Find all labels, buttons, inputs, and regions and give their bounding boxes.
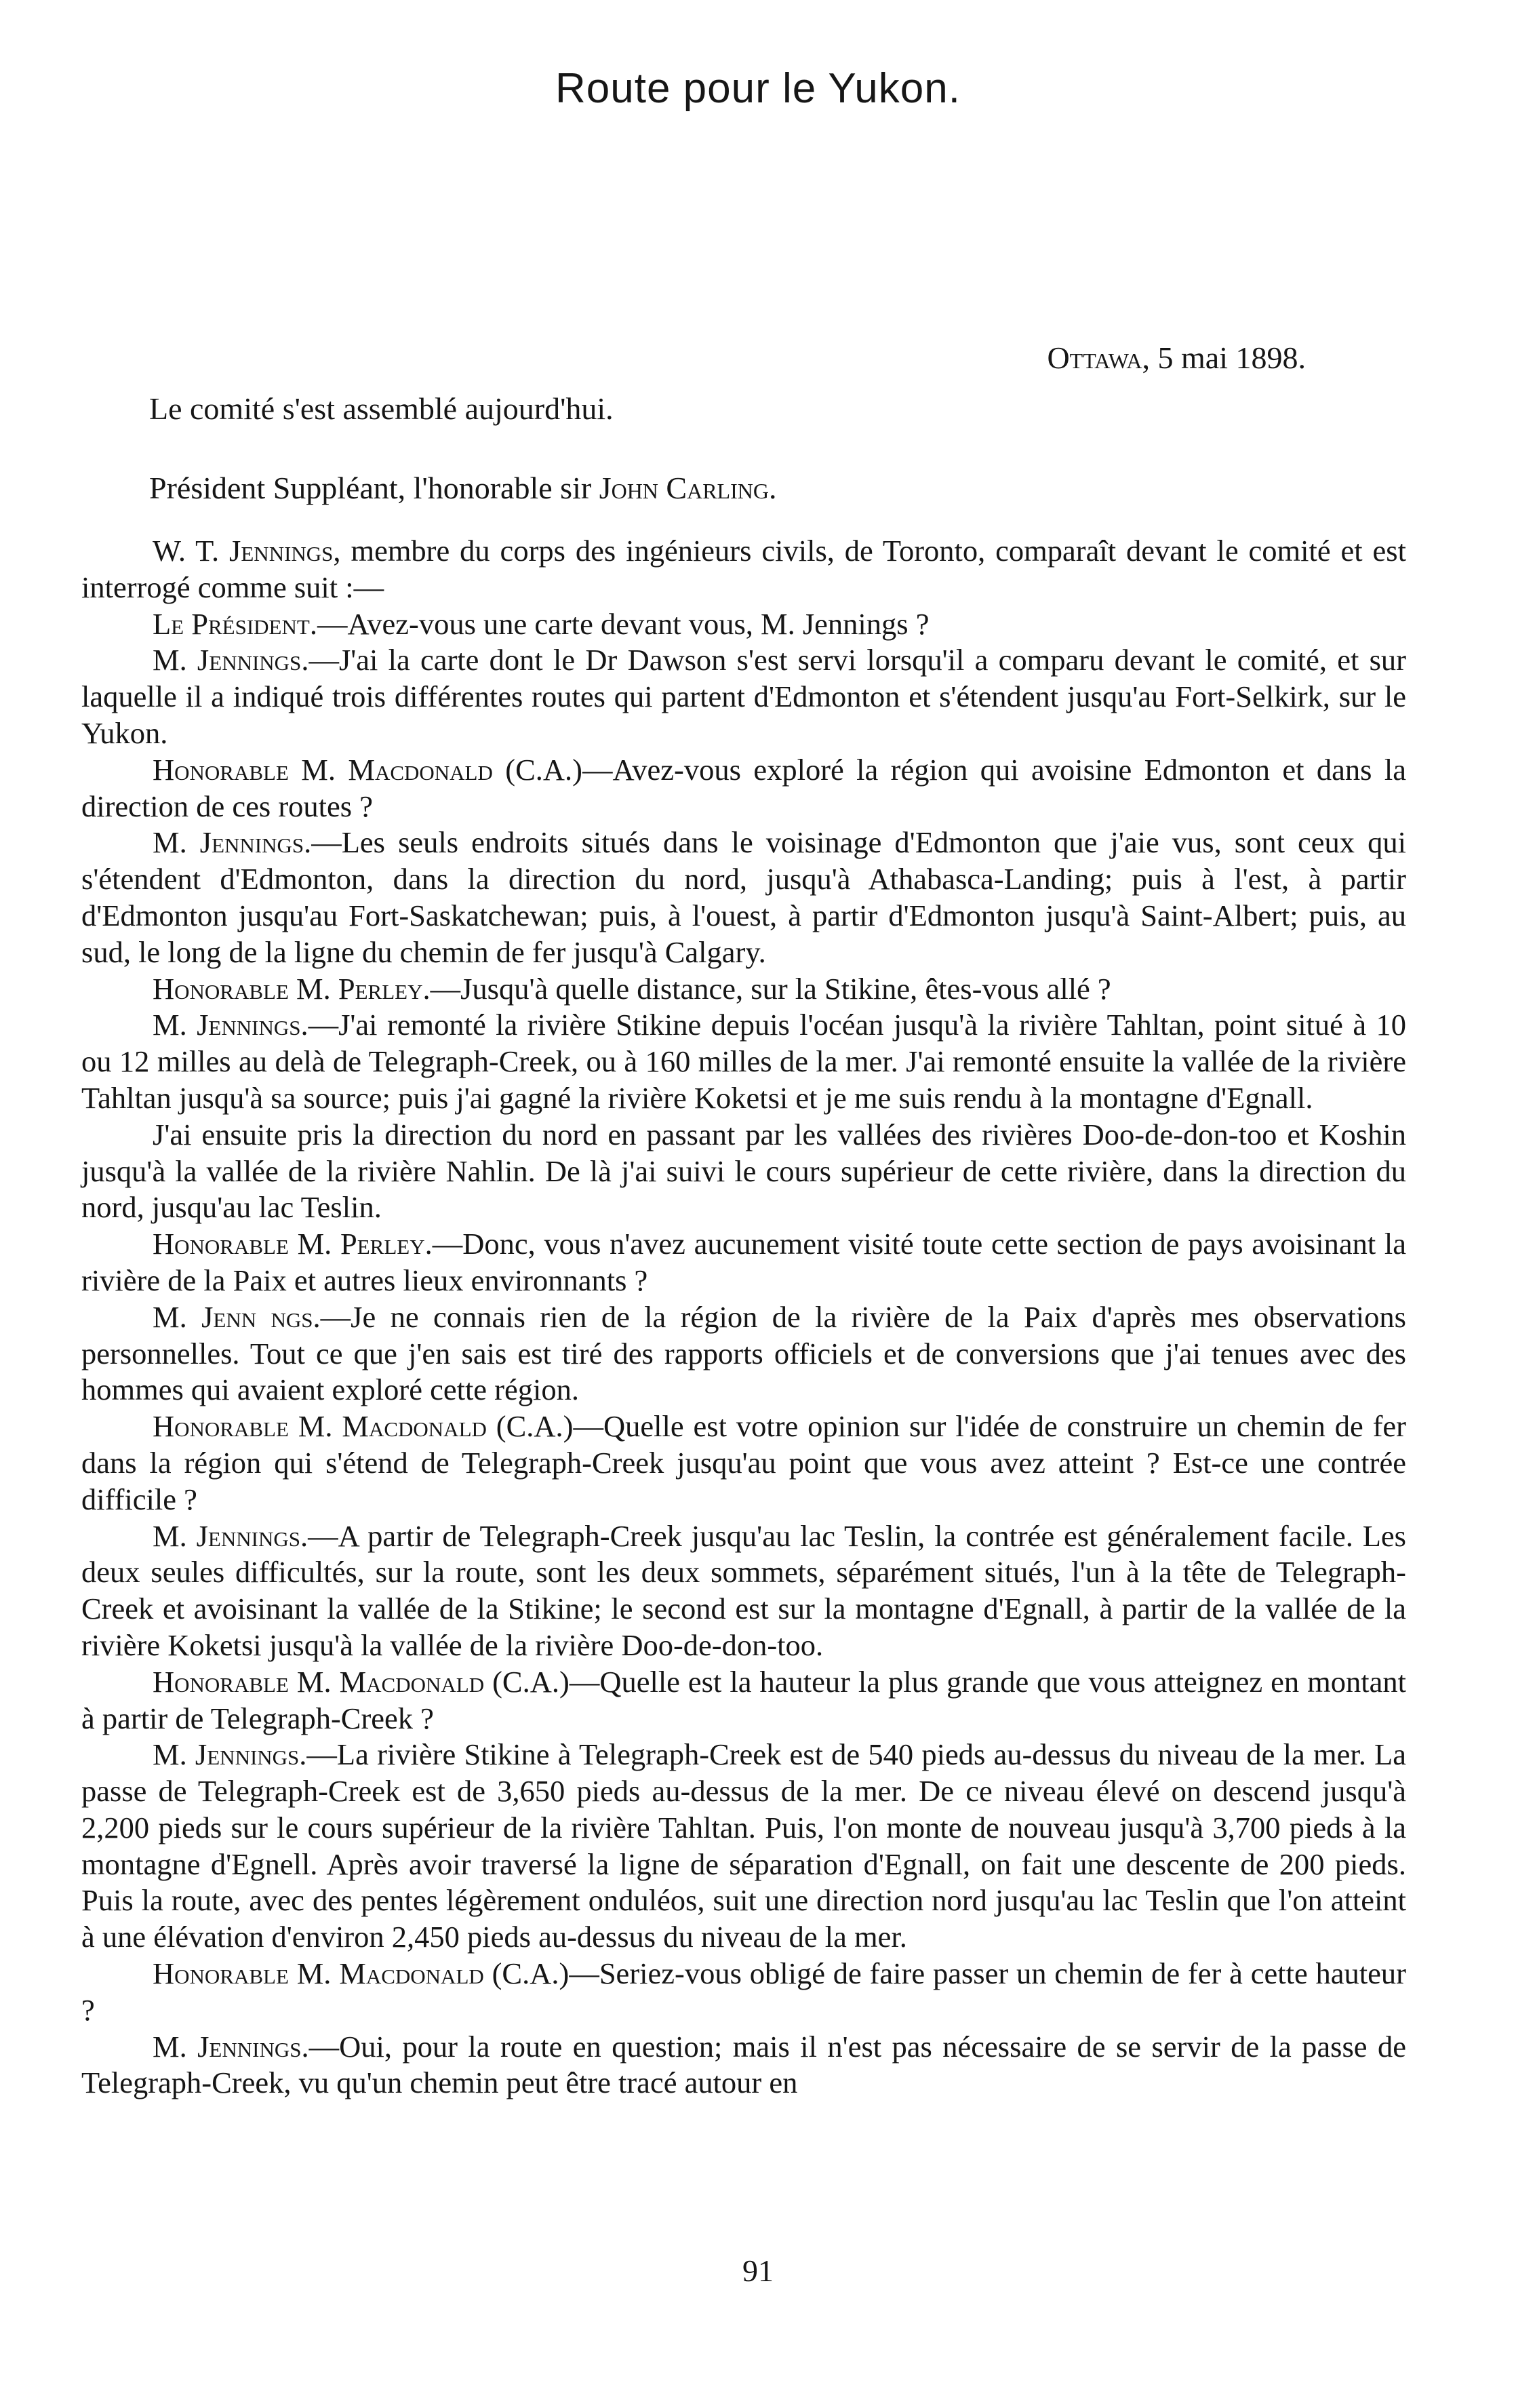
paragraph-text: La rivière Stikine à Telegraph-Creek est de 540 pieds au-dessus du niveau de la mer. La passe de Telegraph-Creek est de 3,650 pieds au-dessus de la mer. De ce niveau élevé on descend jusqu'à 2,200 pieds sur le cours supérieur de la rivière Tahltan. Puis, l'on monte de nouveau jusqu'à 3,700 pieds à la montagne d'Egnell. Après avoir traversé la ligne de séparation d'Egnall, on fait une descente de 200 pieds. Puis la route, avec des pentes légèrement onduléos, suit une direction nord jusqu'au lac Teslin que l'on atteint à une élévation d'environ 2,450 pieds au-dessus du niveau de la mer. — [81, 1737, 1406, 1954]
transcript-paragraph — [81, 533, 1406, 606]
paragraph-text: A partir de Telegraph-Creek jusqu'au lac Teslin, la contrée est généralement facile. Les deux seules difficultés, sur la route, sont les deux sommets, séparément situés, l'un à la tête de Telegraph-Creek et avoisinant la vallée de la Stikine; le second est sur la montagne d'Egnall, à partir de la vallée de la rivière Koketsi jusqu'à la vallée de la rivière Doo-de-don-too. — [81, 1518, 1406, 1662]
paragraph-text: J'ai la carte dont le Dr Dawson s'est servi lorsqu'il a comparu devant le comité, et sur laquelle il a indiqué trois différentes routes qui partent d'Edmonton et s'étendent jusqu'au Fort-Selkirk, sur le Yukon. — [81, 643, 1406, 750]
speaker-separator: — — [569, 1956, 599, 1991]
paragraph-text: Jusqu'à quelle distance, sur la Stikine, êtes-vous allé ? — [460, 971, 1111, 1006]
speaker-name: Le Président — [153, 606, 310, 641]
running-title: Route pour le Yukon. — [555, 65, 961, 112]
president-suffix: . — [768, 471, 777, 505]
transcript-paragraph — [81, 1226, 1406, 1299]
speaker-name: Honorable M. Macdonald (C.A.) — [153, 1664, 570, 1699]
speaker-name: W. T. Jennings — [153, 534, 334, 568]
paragraph-text: Quelle est votre opinion sur l'idée de construire un chemin de fer dans la région qui s'étend de Telegraph-Creek jusqu'au point que vous avez atteint ? Est-ce une contrée difficile ? — [81, 1409, 1406, 1516]
paragraph-text: Avez-vous une carte devant vous, M. Jennings ? — [347, 606, 930, 641]
speaker-separator: .— — [301, 2029, 340, 2064]
speaker-name: M. Jenn ngs — [153, 1299, 313, 1334]
transcript-paragraph — [81, 1007, 1406, 1116]
transcript-paragraph — [81, 825, 1406, 970]
dateline — [1047, 342, 1306, 374]
page-number: 91 — [742, 2253, 774, 2288]
speaker-separator: .— — [301, 643, 339, 677]
dateline-place: Ottawa — [1047, 340, 1142, 375]
paragraph-text: membre du corps des ingénieurs civils, de Toronto, comparaît devant le comité et est interrogé comme suit :— — [81, 534, 1406, 604]
speaker-name: Honorable M. Perley — [153, 1227, 425, 1261]
speaker-separator: .— — [299, 1737, 337, 1772]
speaker-name: M. Jennings — [153, 2029, 302, 2064]
speaker-separator: — — [573, 1409, 603, 1444]
transcript-paragraph — [81, 642, 1406, 751]
paragraph-text: Les seuls endroits situés dans le voisinage d'Edmonton que j'aie vus, sont ceux qui s'étendent d'Edmonton, dans la direction du nord, jusqu'à Athabasca-Landing; puis à l'est, à partir d'Edmonton jusqu'au Fort-Saskatchewan; puis, à l'ouest, à partir d'Edmonton jusqu'à Saint-Albert; puis, au sud, le long de la ligne du chemin de fer jusqu'à Calgary. — [81, 825, 1406, 969]
paragraph-text: Oui, pour la route en question; mais il n'est pas nécessaire de se servir de la passe de Telegraph-Creek, vu qu'un chemin peut être tracé autour en — [81, 2029, 1406, 2100]
speaker-name: M. Jennings — [153, 1737, 300, 1772]
paragraph-text: Seriez-vous obligé de faire passer un chemin de fer à cette hauteur ? — [81, 1956, 1406, 2027]
president-name: John Carling — [599, 471, 769, 505]
transcript-paragraph — [81, 971, 1406, 1008]
speaker-name: Honorable M. Macdonald (C.A.) — [153, 752, 582, 787]
speaker-name: Honorable M. Macdonald (C.A.) — [153, 1409, 574, 1444]
speaker-separator: , — [333, 534, 351, 568]
paragraph-text: Avez-vous exploré la région qui avoisine Edmonton et dans la direction de ces routes ? — [81, 752, 1406, 823]
speaker-separator: — — [569, 1664, 600, 1699]
transcript-paragraph — [81, 752, 1406, 825]
transcript-body — [81, 533, 1406, 2101]
president-prefix: Président Suppléant, l'honorable sir — [149, 471, 599, 505]
speaker-separator: .— — [300, 1518, 338, 1553]
paragraph-text: Donc, vous n'avez aucunement visité toute cette section de pays avoisinant la rivière de la Paix et autres lieux environnants ? — [81, 1227, 1406, 1297]
speaker-separator: .— — [304, 825, 342, 860]
paragraph-text: J'ai remonté la rivière Stikine depuis l'océan jusqu'à la rivière Tahltan, point situé à 10 ou 12 milles au delà de Telegraph-Creek, ou à 160 milles de la mer. J'ai remonté ensuite la vallée de la rivière Tahltan jusqu'à sa source; puis j'ai gagné la rivière Koketsi et je me suis rendu à la montagne d'Egnall. — [81, 1008, 1406, 1115]
speaker-separator: .— — [300, 1008, 339, 1042]
speaker-name: Honorable M. Macdonald (C.A.) — [153, 1956, 570, 1991]
speaker-name: M. Jennings — [153, 1518, 300, 1553]
paragraph-text: Je ne connais rien de la région de la rivière de la Paix d'après mes observations personnelles. Tout ce que j'en sais est tiré des rapports officiels et de conversions que j'ai tenues avec des hommes qui avaient exploré cette région. — [81, 1299, 1406, 1407]
transcript-paragraph — [81, 1299, 1406, 1408]
speaker-name: M. Jennings — [153, 1008, 301, 1042]
transcript-paragraph — [81, 606, 1406, 643]
speaker-separator: — — [582, 752, 613, 787]
transcript-paragraph — [81, 1956, 1406, 2029]
speaker-separator: .— — [309, 606, 348, 641]
speaker-separator: .— — [424, 1227, 463, 1261]
transcript-paragraph — [81, 2029, 1406, 2102]
dateline-date: , 5 mai 1898. — [1142, 340, 1306, 375]
assembly-statement: Le comité s'est assemblé aujourd'hui. — [149, 391, 614, 426]
transcript-paragraph — [81, 1664, 1406, 1737]
paragraph-text: Quelle est la hauteur la plus grande que vous atteignez en montant à partir de Telegraph-Creek ? — [81, 1664, 1406, 1735]
transcript-paragraph — [81, 1408, 1406, 1518]
speaker-separator: .— — [313, 1299, 351, 1334]
transcript-paragraph — [81, 1737, 1406, 1956]
transcript-paragraph — [81, 1117, 1406, 1226]
speaker-name: M. Jennings — [153, 825, 304, 860]
speaker-separator: .— — [422, 971, 461, 1006]
transcript-paragraph — [81, 1518, 1406, 1664]
speaker-name: Honorable M. Perley — [153, 971, 423, 1006]
speaker-name: M. Jennings — [153, 643, 302, 677]
paragraph-text: J'ai ensuite pris la direction du nord en passant par les vallées des rivières Doo-de-don-too et Koshin jusqu'à la vallée de la rivière Nahlin. De là j'ai suivi le cours supérieur de cette rivière, dans la direction du nord, jusqu'au lac Teslin. — [81, 1117, 1406, 1225]
presidency-statement — [149, 473, 776, 504]
